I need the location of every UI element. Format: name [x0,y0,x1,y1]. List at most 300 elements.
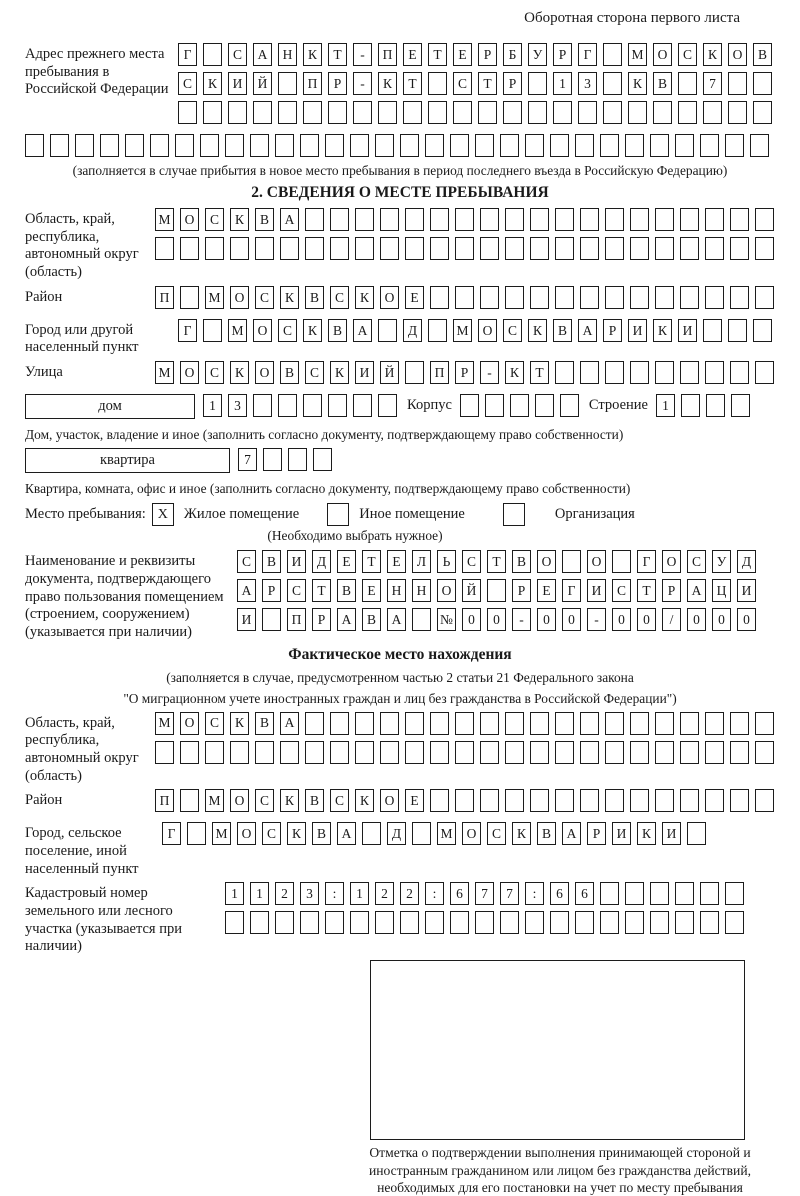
char-cell: Г [162,822,181,845]
char-cell: П [430,361,449,384]
char-cell: - [587,608,606,631]
prev-address-row-4 [25,134,775,157]
char-cell: К [355,789,374,812]
char-cell [480,741,499,764]
char-cell [600,911,619,934]
char-cell: О [180,361,199,384]
char-cell [400,134,419,157]
char-cell [605,741,624,764]
char-cell [405,208,424,231]
char-cell: Р [512,579,531,602]
char-cell [528,101,547,124]
char-cell [755,789,774,812]
char-cell: С [453,72,472,95]
char-cell: Т [478,72,497,95]
char-cell: К [230,208,249,231]
char-cell: 1 [553,72,572,95]
char-cell [510,394,529,417]
char-cell: С [503,319,522,342]
char-cell: Н [387,579,406,602]
char-cell [550,911,569,934]
char-cell: Т [637,579,656,602]
char-cell: В [280,361,299,384]
char-cell: 1 [656,394,675,417]
stay-type-note: (Необходимо выбрать нужное) [267,528,443,544]
char-cell: : [525,882,544,905]
char-cell [412,608,431,631]
char-cell: И [662,822,681,845]
char-cell [705,286,724,309]
char-cell [728,101,747,124]
char-cell [625,911,644,934]
region-block [25,208,775,282]
char-cell [705,789,724,812]
char-cell [628,101,647,124]
char-cell: 6 [450,882,469,905]
char-cell [555,712,574,735]
char-cell [230,741,249,764]
char-cell [755,237,774,260]
char-cell: 0 [537,608,556,631]
char-cell: К [703,43,722,66]
char-cell: Ь [437,550,456,573]
char-cell: К [230,712,249,735]
char-cell: Л [412,550,431,573]
char-cell: В [553,319,572,342]
char-cell: К [303,319,322,342]
stroenie-label: Строение [588,397,648,414]
char-cell: О [255,361,274,384]
char-cell: В [305,789,324,812]
char-cell [455,237,474,260]
char-cell [730,789,749,812]
char-cell: К [528,319,547,342]
char-cell [300,134,319,157]
char-cell [725,911,744,934]
char-cell [203,43,222,66]
char-cell: Т [428,43,447,66]
char-cell [378,394,397,417]
char-cell: Р [603,319,622,342]
char-cell: В [262,550,281,573]
char-cell: А [353,319,372,342]
char-cell [755,286,774,309]
char-cell [730,361,749,384]
char-cell [187,822,206,845]
char-cell: С [287,579,306,602]
apartment-block [25,448,775,477]
char-cell: 0 [562,608,581,631]
char-cell [653,101,672,124]
char-cell [378,319,397,342]
char-cell [530,237,549,260]
char-cell [350,134,369,157]
char-cell: О [180,208,199,231]
char-cell [753,319,772,342]
char-cell: А [387,608,406,631]
char-cell: В [255,208,274,231]
char-cell: А [337,822,356,845]
char-cell [480,712,499,735]
char-cell [430,789,449,812]
char-cell: 1 [250,882,269,905]
char-cell [725,134,744,157]
char-cell [505,712,524,735]
char-cell: О [437,579,456,602]
char-cell: Т [487,550,506,573]
char-cell [555,208,574,231]
char-cell: С [237,550,256,573]
char-cell: А [337,608,356,631]
char-cell [505,789,524,812]
char-cell [530,286,549,309]
char-cell: Р [662,579,681,602]
char-cell [705,712,724,735]
char-cell [650,882,669,905]
char-cell: А [280,712,299,735]
char-cell: Ц [712,579,731,602]
char-cell [428,72,447,95]
char-cell: С [678,43,697,66]
char-cell: И [355,361,374,384]
char-cell [205,741,224,764]
char-cell: 1 [203,394,222,417]
char-cell: С [330,286,349,309]
char-cell: С [205,361,224,384]
char-cell [630,237,649,260]
char-cell [553,101,572,124]
char-cell: В [312,822,331,845]
char-cell: Е [405,286,424,309]
char-cell [655,286,674,309]
char-cell [330,208,349,231]
char-cell: М [228,319,247,342]
char-cell [605,712,624,735]
char-cell [680,208,699,231]
char-cell [125,134,144,157]
char-cell [430,286,449,309]
actual-city-row [162,822,706,845]
char-cell: А [237,579,256,602]
char-cell [280,237,299,260]
char-cell [155,741,174,764]
region-row-2 [155,237,774,260]
char-cell [503,101,522,124]
char-cell [580,712,599,735]
apartment-note: Квартира, комната, офис и иное (заполнить согласно документу, подтверждающему право собственности) [25,481,631,497]
char-cell: В [362,608,381,631]
char-cell: И [228,72,247,95]
street-block [25,361,775,390]
char-cell [480,286,499,309]
char-cell: И [587,579,606,602]
document-row-2 [237,579,756,602]
char-cell [630,361,649,384]
char-cell: Е [537,579,556,602]
char-cell: Г [578,43,597,66]
char-cell [703,319,722,342]
cadastral-block [25,882,775,956]
char-cell [603,43,622,66]
char-cell [330,237,349,260]
char-cell [305,208,324,231]
char-cell [555,741,574,764]
char-cell: Н [412,579,431,602]
char-cell: 2 [375,882,394,905]
char-cell: 6 [550,882,569,905]
char-cell [355,208,374,231]
char-cell [430,237,449,260]
char-cell: : [425,882,444,905]
char-cell [580,286,599,309]
option-organization-label: Организация [554,506,635,523]
char-cell [580,208,599,231]
char-cell [612,550,631,573]
char-cell [355,741,374,764]
char-cell: К [230,361,249,384]
char-cell [328,394,347,417]
char-cell [455,712,474,735]
char-cell: В [653,72,672,95]
char-cell [725,882,744,905]
char-cell [225,911,244,934]
char-cell [475,911,494,934]
char-cell [305,237,324,260]
char-cell [380,741,399,764]
char-cell [330,741,349,764]
char-cell [353,101,372,124]
char-cell [535,394,554,417]
char-cell: 0 [737,608,756,631]
char-cell [325,911,344,934]
char-cell: Г [562,579,581,602]
char-cell [180,286,199,309]
char-cell [430,712,449,735]
char-cell: В [753,43,772,66]
char-cell: 7 [500,882,519,905]
char-cell: А [578,319,597,342]
char-cell [680,741,699,764]
char-cell [405,741,424,764]
char-cell [505,286,524,309]
char-cell [225,134,244,157]
char-cell: А [687,579,706,602]
char-cell: В [328,319,347,342]
char-cell [575,911,594,934]
char-cell [355,237,374,260]
char-cell [730,741,749,764]
char-cell: 3 [578,72,597,95]
char-cell [755,741,774,764]
char-cell [605,208,624,231]
char-cell [455,208,474,231]
char-cell [380,712,399,735]
char-cell [350,911,369,934]
char-cell: Е [403,43,422,66]
char-cell [580,361,599,384]
cadastral-row-1 [225,882,744,905]
char-cell: О [462,822,481,845]
char-cell: П [303,72,322,95]
char-cell [455,286,474,309]
char-cell [655,237,674,260]
char-cell: 7 [475,882,494,905]
char-cell: 3 [228,394,247,417]
prev-address-label: Адрес прежнего места пребывания в Российской Федерации [25,46,169,98]
char-cell: У [528,43,547,66]
char-cell [605,361,624,384]
char-cell [525,134,544,157]
char-cell: Р [328,72,347,95]
char-cell: - [480,361,499,384]
char-cell [630,789,649,812]
char-cell: Й [462,579,481,602]
char-cell [100,134,119,157]
char-cell [530,741,549,764]
checkbox-organization [503,503,525,526]
char-cell: Б [503,43,522,66]
char-cell [500,911,519,934]
char-cell: 1 [350,882,369,905]
char-cell [603,101,622,124]
char-cell: О [728,43,747,66]
char-cell [303,394,322,417]
char-cell [530,712,549,735]
char-cell [680,361,699,384]
checkbox-residential: X [152,503,174,526]
char-cell [580,741,599,764]
char-cell: К [512,822,531,845]
char-cell [300,911,319,934]
char-cell [750,134,769,157]
char-cell: В [512,550,531,573]
char-cell [262,608,281,631]
char-cell [400,911,419,934]
char-cell: О [230,789,249,812]
char-cell [755,361,774,384]
char-cell: С [205,712,224,735]
char-cell [180,789,199,812]
char-cell [275,911,294,934]
actual-district-row [155,789,774,812]
char-cell [500,134,519,157]
char-cell [180,237,199,260]
char-cell: К [637,822,656,845]
char-cell [630,741,649,764]
char-cell [650,134,669,157]
char-cell [362,822,381,845]
char-cell: О [230,286,249,309]
char-cell: О [662,550,681,573]
char-cell [655,361,674,384]
char-cell [250,134,269,157]
char-cell [728,319,747,342]
char-cell [480,237,499,260]
char-cell: Д [312,550,331,573]
char-cell: 2 [400,882,419,905]
char-cell [50,134,69,157]
char-cell [680,286,699,309]
stroenie-cells [656,394,750,417]
char-cell: - [353,72,372,95]
char-cell [203,101,222,124]
char-cell [155,237,174,260]
confirmation-stamp-note: Отметка о подтверждении выполнения принимающей стороной и иностранным гражданином или лицом без гражданства действий, необходимых для его постановки на учет по месту пребывания [369,1145,751,1195]
char-cell: О [180,712,199,735]
char-cell: / [662,608,681,631]
house-note: Дом, участок, владение и иное (заполнить согласно документу, подтверждающему право собственности) [25,427,624,443]
char-cell: П [155,286,174,309]
char-cell: К [303,43,322,66]
char-cell: 7 [238,448,257,471]
char-cell [325,134,344,157]
char-cell [575,134,594,157]
char-cell [753,101,772,124]
char-cell: 0 [462,608,481,631]
region-label: Область, край, республика, автономный округ (область) [25,211,139,281]
actual-location-note-2: "О миграционном учете иностранных граждан и лиц без гражданства в Российской Федерации") [123,690,677,706]
char-cell: Е [337,550,356,573]
char-cell: М [155,712,174,735]
actual-region-label: Область, край, республика, автономный округ (область) [25,714,139,784]
char-cell: С [462,550,481,573]
char-cell: К [280,286,299,309]
document-label: Наименование и реквизиты документа, подтверждающего право пользования помещением (строением, сооружением) (указывается при наличии) [25,553,224,640]
char-cell [730,208,749,231]
char-cell: В [537,822,556,845]
char-cell [253,394,272,417]
char-cell: Е [362,579,381,602]
char-cell [706,394,725,417]
char-cell: Р [455,361,474,384]
char-cell: С [278,319,297,342]
city-block [25,319,775,357]
document-block [25,550,775,641]
char-cell [655,741,674,764]
apartment-cells [238,448,332,471]
char-cell [428,319,447,342]
char-cell: К [287,822,306,845]
char-cell [755,208,774,231]
char-cell: П [287,608,306,631]
char-cell: Т [362,550,381,573]
char-cell: Т [328,43,347,66]
confirmation-stamp-box [370,960,745,1140]
char-cell [605,789,624,812]
char-cell [728,72,747,95]
char-cell [405,361,424,384]
char-cell [555,237,574,260]
char-cell [655,712,674,735]
char-cell: 0 [687,608,706,631]
char-cell: М [155,208,174,231]
char-cell [505,208,524,231]
char-cell [730,237,749,260]
prev-address-row-2 [178,72,772,95]
char-cell [425,911,444,934]
char-cell [455,741,474,764]
char-cell: О [380,286,399,309]
char-cell [650,911,669,934]
char-cell [675,911,694,934]
char-cell [680,237,699,260]
char-cell [405,712,424,735]
char-cell [230,237,249,260]
char-cell: И [628,319,647,342]
char-cell: Д [387,822,406,845]
char-cell [505,741,524,764]
char-cell [278,394,297,417]
